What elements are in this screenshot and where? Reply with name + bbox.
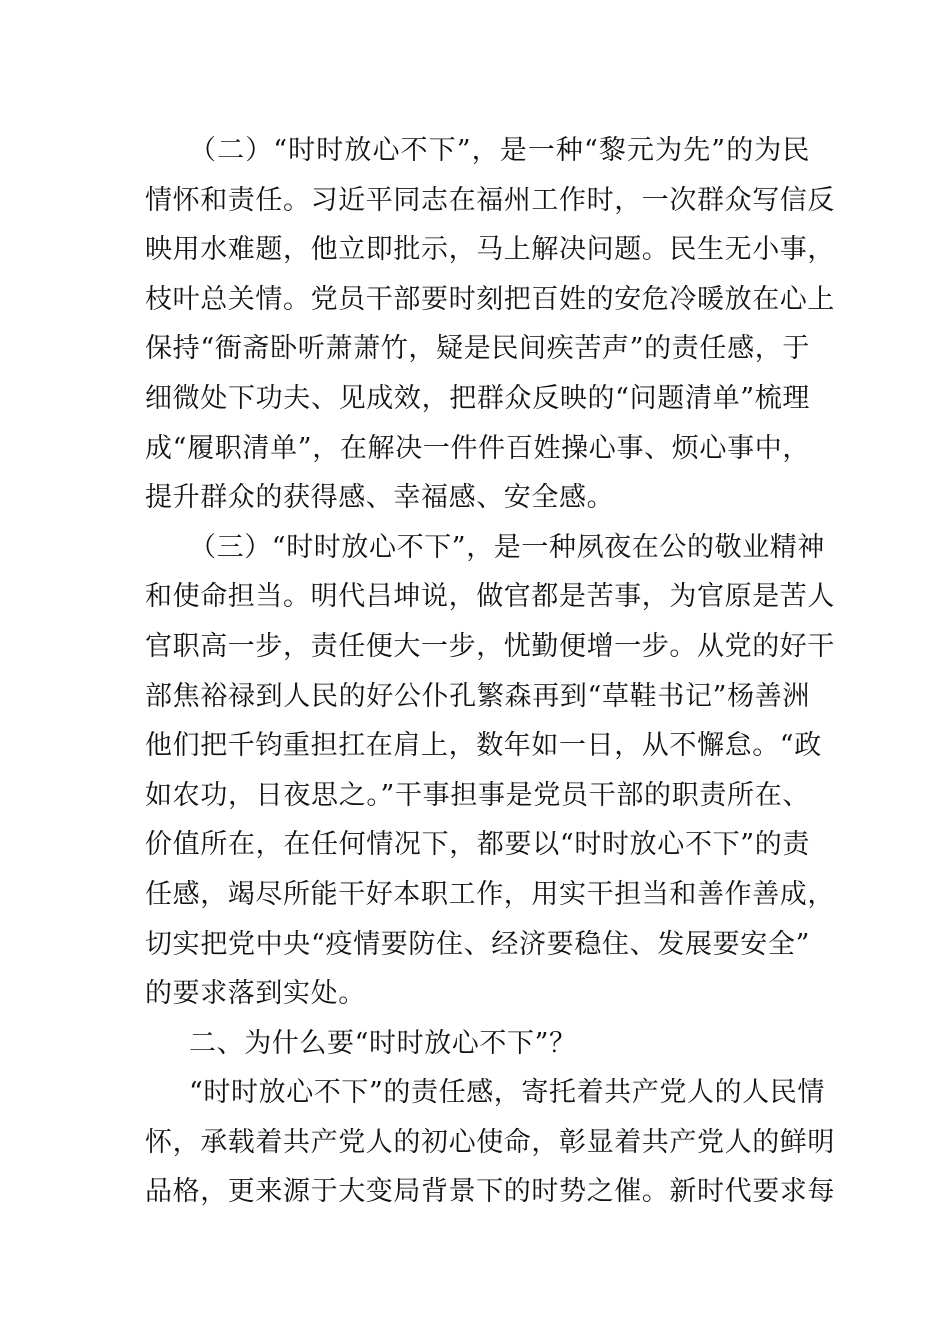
paragraph-line: （二）“时时放心不下”，是一种“黎元为先”的为民 [189, 135, 810, 166]
section-heading: 二、为什么要“时时放心不下”？ [189, 1027, 577, 1059]
paragraph-line: 细微处下功夫、见成效，把群众反映的“问题清单”梳理 [145, 382, 810, 414]
paragraph-line: 官职高一步，责任便大一步，忧勤便增一步。从党的好干 [145, 630, 835, 662]
paragraph-line: 价值所在，在任何情况下，都要以“时时放心不下”的责 [145, 829, 810, 861]
paragraph-line: 成“履职清单”，在解决一件件百姓操心事、烦心事中， [145, 432, 810, 464]
paragraph-line: 情怀和责任。习近平同志在福州工作时，一次群众写信反 [145, 184, 835, 216]
paragraph-line: 映用水难题，他立即批示，马上解决问题。民生无小事， [145, 234, 835, 266]
body-text [145, 126, 835, 1217]
paragraph-line: 枝叶总关情。党员干部要时刻把百姓的安危冷暖放在心上 [145, 283, 835, 315]
paragraph-line: 他们把千钧重担扛在肩上，数年如一日，从不懈怠。“政 [145, 730, 822, 762]
paragraph-line: “时时放心不下”的责任感，寄托着共产党人的人民情 [189, 1077, 826, 1109]
paragraph-line: 如农功，日夜思之。”干事担事是党员干部的职责所在、 [145, 779, 810, 811]
paragraph-line: 怀，承载着共产党人的初心使命，彰显着共产党人的鲜明 [145, 1126, 835, 1158]
paragraph-line: 提升群众的获得感、幸福感、安全感。 [145, 482, 615, 514]
paragraph-line: 和使命担当。明代吕坤说，做官都是苦事，为官原是苦人 [145, 581, 835, 613]
paragraph-line: 的要求落到实处。 [145, 978, 366, 1010]
paragraph-line: （三）“时时放心不下”，是一种夙夜在公的敬业精神 [189, 531, 826, 563]
paragraph-line: 品格，更来源于大变局背景下的时势之催。新时代要求每 [145, 1176, 835, 1208]
paragraph-line: 任感，竭尽所能干好本职工作，用实干担当和善作善成， [145, 878, 835, 910]
paragraph-line: 保持“衙斋卧听萧萧竹，疑是民间疾苦声”的责任感，于 [145, 333, 810, 365]
paragraph-line: 部焦裕禄到人民的好公仆孔繁森再到“草鞋书记”杨善洲 [145, 680, 810, 712]
paragraph-line: 切实把党中央“疫情要防住、经济要稳住、发展要安全” [145, 928, 810, 960]
